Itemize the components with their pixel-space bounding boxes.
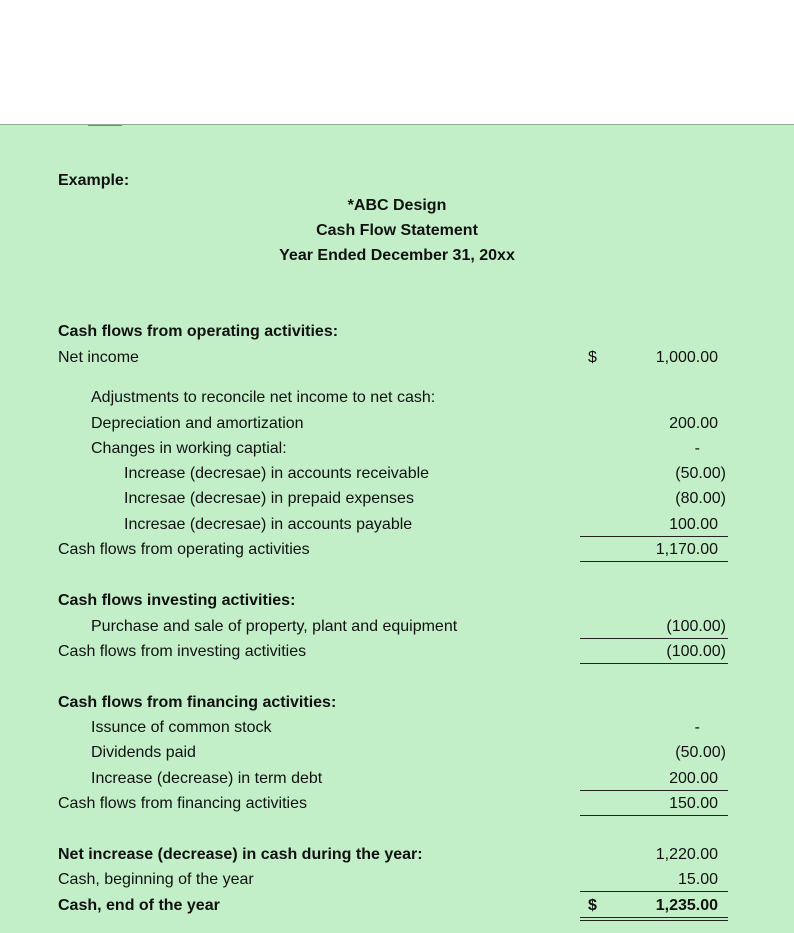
cell-border-mark [88,125,122,126]
debt-value: 200.00 [669,770,718,787]
example-label: Example: [58,172,130,189]
payable-label: Incresae (decresae) in accounts payable [124,516,413,533]
end-cash-currency: $ [588,897,597,914]
depreciation-label: Depreciation and amortization [91,415,304,432]
receivable-value: (50.00) [675,465,726,482]
end-cash-double-rule-bottom [580,920,728,921]
end-cash-label: Cash, end of the year [58,897,220,914]
ppe-label: Purchase and sale of property, plant and equipment [91,618,458,635]
ppe-value: (100.00) [666,618,726,635]
prepaid-label: Incresae (decresae) in prepaid expenses [124,490,414,507]
investing-total-rule [580,663,728,664]
investing-total-label: Cash flows from investing activities [58,643,307,660]
stock-label: Issunce of common stock [91,719,272,736]
statement-title: Cash Flow Statement [316,222,478,239]
operating-subtotal-rule [580,536,728,537]
operating-total-value: 1,170.00 [655,541,718,558]
financing-total-value: 150.00 [669,795,718,812]
adjustments-label: Adjustments to reconcile net income to net cash: [91,389,436,406]
financing-subtotal-rule [580,790,728,791]
financing-heading: Cash flows from financing activities: [58,694,337,711]
stock-value: - [694,719,700,736]
beginning-cash-label: Cash, beginning of the year [58,871,254,888]
net-income-currency: $ [588,349,597,366]
end-cash-double-rule-top [580,917,728,918]
debt-label: Increase (decrease) in term debt [91,770,323,787]
working-capital-label: Changes in working captial: [91,440,287,457]
operating-heading: Cash flows from operating activities: [58,323,339,340]
net-income-label: Net income [58,349,139,366]
blank-top-area [0,0,794,124]
prepaid-value: (80.00) [675,490,726,507]
beginning-cash-value: 15.00 [677,871,718,888]
working-capital-value: - [694,440,700,457]
investing-subtotal-rule [580,638,728,639]
investing-heading: Cash flows investing activities: [58,592,296,609]
summary-subtotal-rule [580,891,728,892]
net-increase-label: Net increase (decrease) in cash during the year: [58,846,423,863]
depreciation-value: 200.00 [669,415,718,432]
operating-total-label: Cash flows from operating activities [58,541,310,558]
dividends-label: Dividends paid [91,744,196,761]
net-increase-value: 1,220.00 [655,846,718,863]
financing-total-label: Cash flows from financing activities [58,795,307,812]
end-cash-value: 1,235.00 [655,897,718,914]
payable-value: 100.00 [669,516,718,533]
dividends-value: (50.00) [675,744,726,761]
financing-total-rule [580,815,728,816]
statement-period: Year Ended December 31, 20xx [279,247,515,264]
operating-total-rule [580,561,728,562]
company-name: *ABC Design [347,197,447,214]
investing-total-value: (100.00) [666,643,726,660]
receivable-label: Increase (decresae) in accounts receivable [124,465,430,482]
net-income-value: 1,000.00 [655,349,718,366]
spreadsheet-sheet [0,124,794,933]
